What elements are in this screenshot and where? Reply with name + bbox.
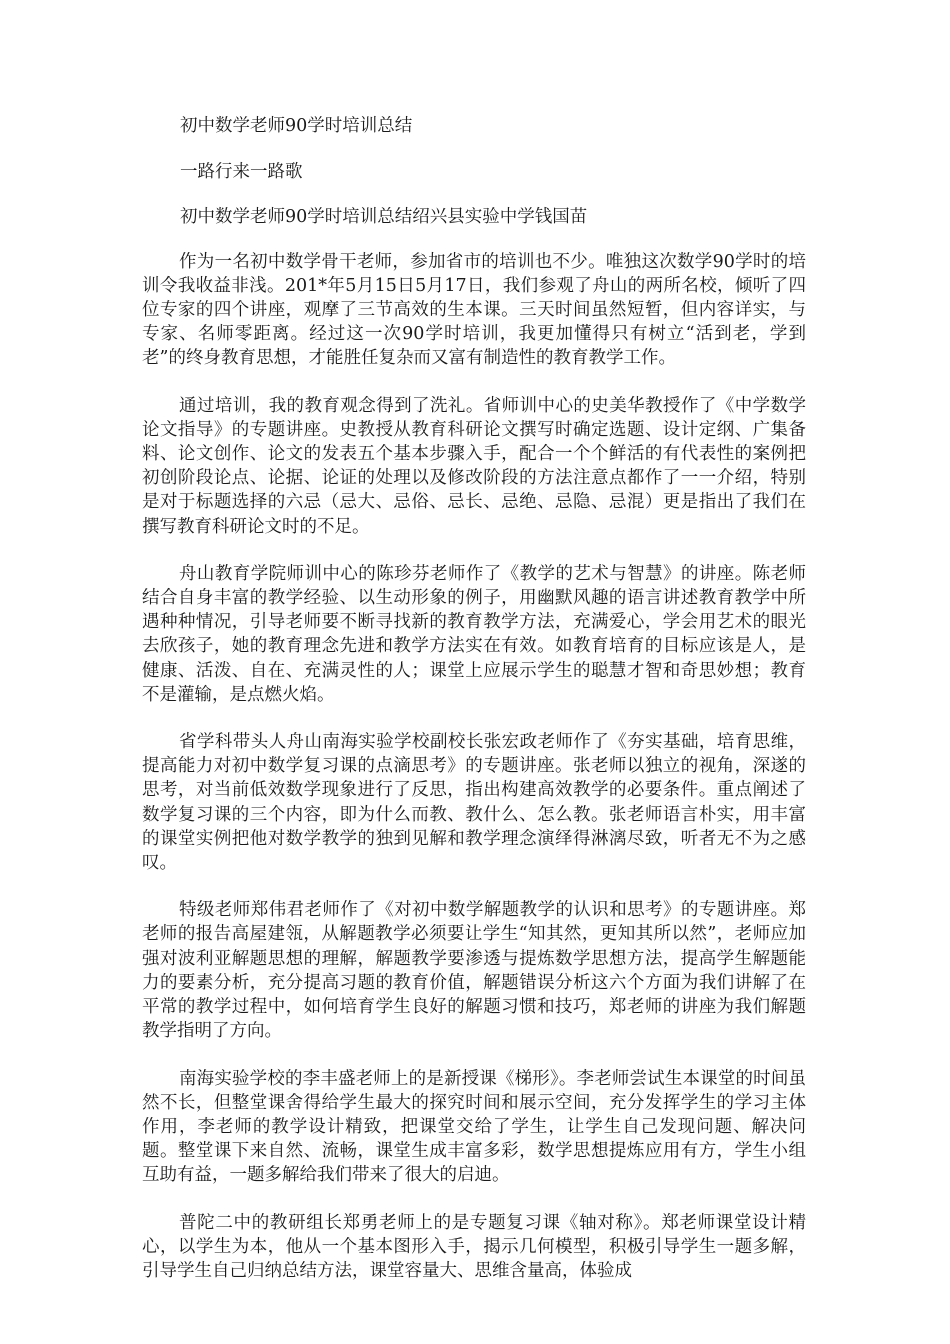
body-paragraph: 特级老师郑伟君老师作了《对初中数学解题教学的认识和思考》的专题讲座。郑老师的报告高屋建瓴，从解题教学必须要让学生“知其然，更知其所以然”，老师应加强对波利亚解题思想的理解，解题教学要渗透与提炼数学思想方法，提高学生解题能力的要素分析，充分提高习题的教育价值，解题错误分析这六个方面为我们讲解了在平常的教学过程中，如何培育学生良好的解题习惯和技巧，郑老师的讲座为我们解题教学指明了方向。 bbox=[142, 900, 806, 1042]
body-paragraph: 普陀二中的教研组长郑勇老师上的是专题复习课《轴对称》。郑老师课堂设计精心，以学生为本，他从一个基本图形入手，揭示几何模型，积极引导学生一题多解，引导学生自己归纳总结方法，课堂容量大、思维含量高，体验成 bbox=[142, 1212, 806, 1281]
body-paragraph: 省学科带头人舟山南海实验学校副校长张宏政老师作了《夯实基础，培育思维，提高能力对初中数学复习课的点滴思考》的专题讲座。张老师以独立的视角，深遂的思考，对当前低效数学现象进行了反思，指出构建高效教学的必要条件。重点阐述了数学复习课的三个内容，即为什么而教、教什么、怎么教。张老师语言朴实，用丰富的课堂实例把他对数学教学的独到见解和教学理念演绎得淋漓尽致，听者无不为之感叹。 bbox=[142, 732, 806, 874]
document-page bbox=[142, 114, 806, 1283]
body-paragraph: 舟山教育学院师训中心的陈珍芬老师作了《教学的艺术与智慧》的讲座。陈老师结合自身丰富的教学经验、以生动形象的例子，用幽默风趣的语言讲述教育教学中所遇种种情况，引导老师要不断寻找新的教育教学方法，充满爱心，学会用艺术的眼光去欣孩子，她的教育理念先进和教学方法实在有效。如教育培育的目标应该是人，是健康、活泼、自在、充满灵性的人；课堂上应展示学生的聪慧才智和奇思妙想；教育不是灌输，是点燃火焰。 bbox=[142, 563, 806, 705]
body-paragraph: 通过培训，我的教育观念得到了洗礼。省师训中心的史美华教授作了《中学数学论文指导》的专题讲座。史教授从教育科研论文撰写时确定选题、设计定纲、广集备料、论文创作、论文的发表五个基本步骤入手，配合一个个鲜活的有代表性的案例把初创阶段论点、论据、论证的处理以及修改阶段的方法注意点都作了一一介绍，特别是对于标题选择的六忌（忌大、忌俗、忌长、忌绝、忌隐、忌混）更是指出了我们在撰写教育科研论文时的不足。 bbox=[142, 395, 806, 537]
document-subtitle: 一路行来一路歌 bbox=[180, 162, 303, 183]
document-byline: 初中数学老师90学时培训总结绍兴县实验中学钱国苗 bbox=[180, 207, 588, 228]
document-title: 初中数学老师90学时培训总结 bbox=[180, 116, 413, 136]
body-paragraph: 南海实验学校的李丰盛老师上的是新授课《梯形》。李老师尝试生本课堂的时间虽然不长，但整堂课舍得给学生最大的探究时间和展示空间，充分发挥学生的学习主体作用，李老师的教学设计精致，把课堂交给了学生，让学生自己发现问题、解决问题。整堂课下来自然、流畅，课堂生成丰富多彩，数学思想提炼应用有方，学生小组互助有益，一题多解给我们带来了很大的启迪。 bbox=[142, 1068, 806, 1186]
body-paragraph: 作为一名初中数学骨干老师，参加省市的培训也不少。唯独这次数学90学时的培训令我收益非浅。201*年5月15日5月17日，我们参观了舟山的两所名校，倾听了四位专家的四个讲座，观摩了三节高效的生本课。三天时间虽然短暂，但内容详实，与专家、名师零距离。经过这一次90学时培训，我更加懂得只有树立“活到老，学到老”的终身教育思想，才能胜任复杂而又富有制造性的教育教学工作。 bbox=[142, 251, 806, 369]
